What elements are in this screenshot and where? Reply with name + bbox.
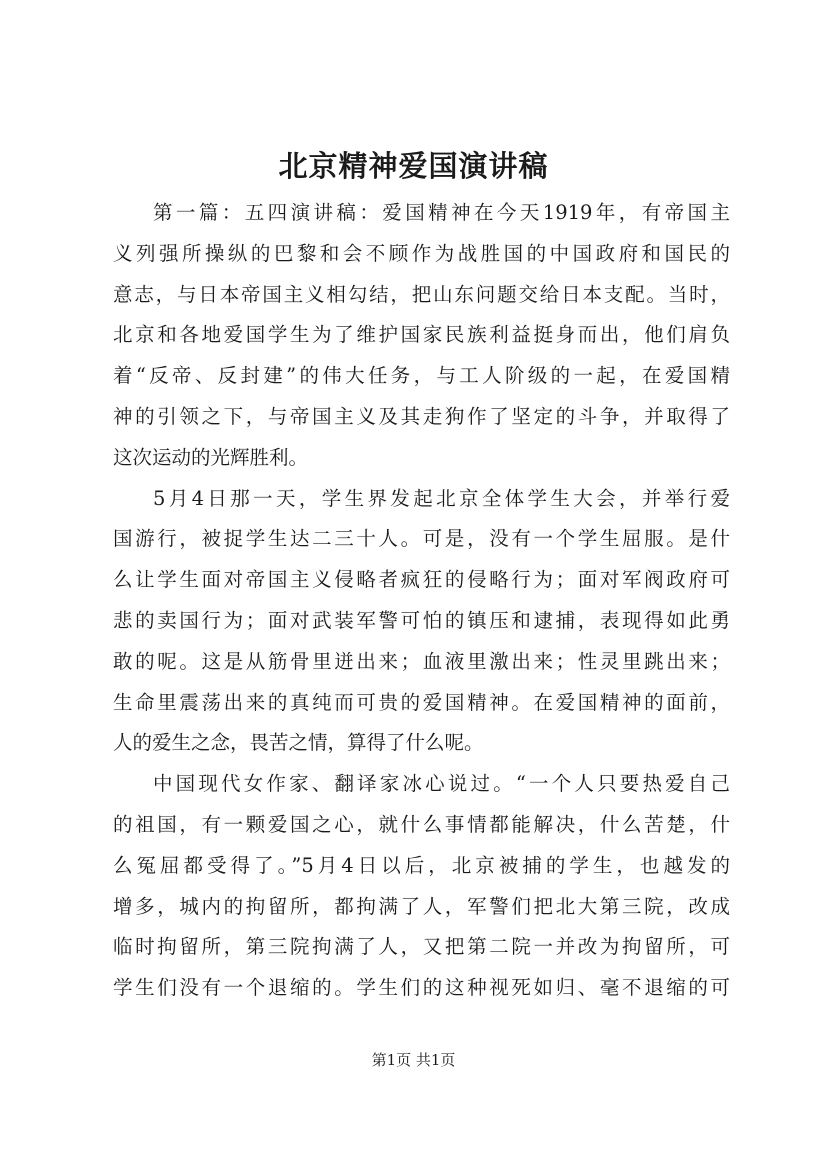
paragraph-3-line-3: 么冤屈都受得了。”5月4日以后，北京被捕的学生，也越发的	[113, 853, 730, 877]
paragraph-1-line-3: 意志，与日本帝国主义相勾结，把山东问题交给日本支配。当时，	[113, 282, 730, 306]
paragraph-3-line-4: 增多，城内的拘留所，都拘满了人，军警们把北大第三院，改成	[113, 894, 730, 918]
document-title: 北京精神爱国演讲稿	[278, 149, 549, 183]
paragraph-3-line-5: 临时拘留所，第三院拘满了人，又把第二院一并改为拘留所，可	[113, 935, 730, 959]
paragraph-3-line-1: 中国现代女作家、翻译家冰心说过。“一个人只要热爱自己	[153, 772, 730, 796]
document-body	[113, 193, 730, 1009]
paragraph-2-line-7: 人的爱生之念，畏苦之情，算得了什么呢。	[113, 731, 484, 755]
paragraph-1-line-5: 着“反帝、反封建”的伟大任务，与工人阶级的一起，在爱国精	[113, 364, 730, 388]
paragraph-1-line-7: 这次运动的光辉胜利。	[113, 445, 309, 469]
paragraph-1-line-6: 神的引领之下，与帝国主义及其走狗作了坚定的斗争，并取得了	[113, 404, 730, 428]
paragraph-1-line-2: 义列强所操纵的巴黎和会不顾作为战胜国的中国政府和国民的	[113, 241, 730, 265]
paragraph-2-line-2: 国游行，被捉学生达二三十人。可是，没有一个学生屈服。是什	[113, 527, 730, 551]
paragraph-2-line-3: 么让学生面对帝国主义侵略者疯狂的侵略行为；面对军阀政府可	[113, 568, 730, 592]
paragraph-2-line-5: 敢的呢。这是从筋骨里迸出来；血液里激出来；性灵里跳出来；	[113, 649, 730, 673]
paragraph-2-line-1: 5月4日那一天，学生界发起北京全体学生大会，并举行爱	[153, 486, 730, 510]
paragraph-1-line-4: 北京和各地爱国学生为了维护国家民族利益挺身而出，他们肩负	[113, 323, 730, 347]
paragraph-3-line-6: 学生们没有一个退缩的。学生们的这种视死如归、毫不退缩的可	[113, 976, 730, 1000]
paragraph-2-line-4: 悲的卖国行为；面对武装军警可怕的镇压和逮捕，表现得如此勇	[113, 608, 730, 632]
paragraph-1-line-1: 第一篇：五四演讲稿：爱国精神在今天1919年，有帝国主	[153, 201, 730, 224]
paragraph-3-line-2: 的祖国，有一颗爱国之心，就什么事情都能解决，什么苦楚，什	[113, 812, 730, 836]
page-footer: 第1页 共1页	[371, 1051, 456, 1069]
paragraph-2-line-6: 生命里震荡出来的真纯而可贵的爱国精神。在爱国精神的面前，	[113, 690, 730, 714]
